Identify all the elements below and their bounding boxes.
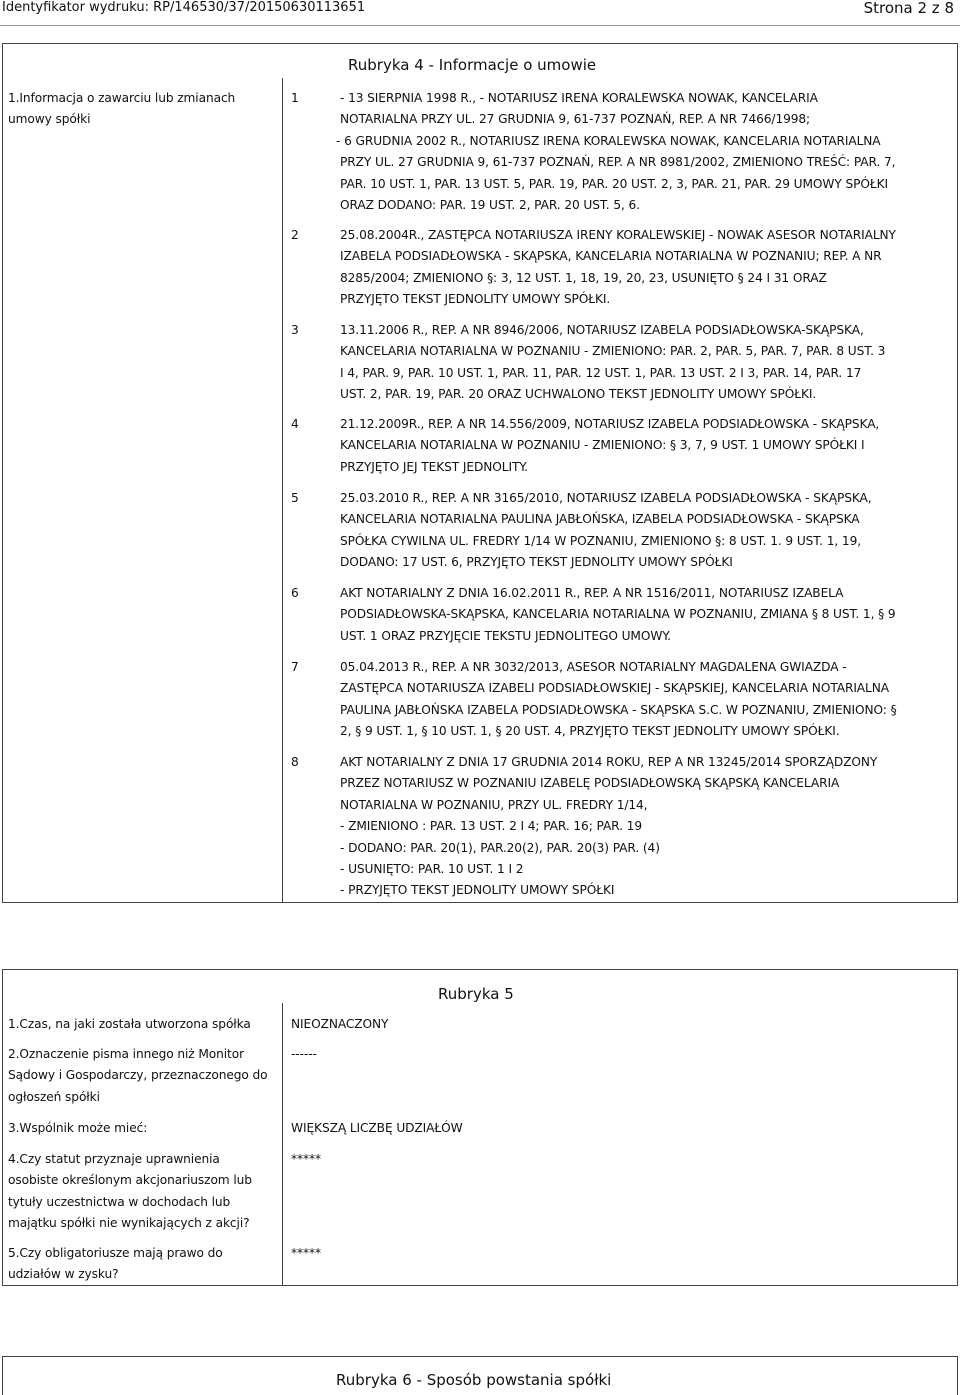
entry-line: UST. 1 ORAZ PRZYJĘCIE TEKSTU JEDNOLITEGO UMOWY. [340,628,671,643]
entry-line: KANCELARIA NOTARIALNA W POZNANIU - ZMIENIONO: PAR. 2, PAR. 5, PAR. 7, PAR. 8 UST. 3 [340,344,886,359]
entry-text [340,414,879,478]
section-title: Rubryka 5 [438,985,514,1003]
entry-line: KANCELARIA NOTARIALNA PAULINA JABŁOŃSKA, IZABELA PODSIADŁOWSKA - SKĄPSKA [340,512,860,527]
field-label-line: tytuły uczestnictwa w dochodach lub [8,1194,231,1209]
header-divider [0,25,960,26]
field-label-line: 3.Wspólnik może mieć: [8,1121,148,1135]
field-label-line: osobiste określonym akcjonariuszom lub [8,1173,252,1188]
field-label-line: 1.Czas, na jaki została utworzona spółka [8,1017,251,1031]
entry-line: PRZYJĘTO JEJ TEKST JEDNOLITY. [340,459,528,474]
row-label-line: umowy spółki [8,112,91,127]
section-title: Rubryka 4 - Informacje o umowie [348,56,597,74]
entry-number: 2 [291,228,299,242]
entry-line: - DODANO: PAR. 20(1), PAR.20(2), PAR. 20(3) PAR. (4) [340,840,660,855]
entry-line: PRZYJĘTO TEKST JEDNOLITY UMOWY SPÓŁKI. [340,292,611,307]
field-label-line: ogłoszeń spółki [8,1089,100,1104]
field-label [8,1243,223,1286]
field-label-line: Sądowy i Gospodarczy, przeznaczonego do [8,1068,268,1083]
entry-line: NOTARIALNA W POZNANIU, PRZY UL. FREDRY 1/14, [340,797,648,812]
field-label [8,1118,147,1139]
entry-line: PRZEZ NOTARIUSZ W POZNANIU IZABELĘ PODSIADŁOWSKĄ SKĄPSKĄ KANCELARIA [340,776,840,791]
entry-text [340,657,897,743]
entry-number: 8 [291,755,299,769]
page-number: Strona 2 z 8 [863,0,954,17]
field-label [8,1149,252,1235]
entry-line: PRZY UL. 27 GRUDNIA 9, 61-737 POZNAŃ, REP. A NR 8981/2002, ZMIENIONO TREŚĆ: PAR. 7, [340,155,896,170]
page-header [0,0,960,22]
entry-number: 1 [291,91,299,105]
field-label [8,1044,268,1108]
column-divider [282,1003,283,1286]
entry-text [340,320,885,406]
entry-number: 7 [291,660,299,674]
entry-text [340,752,877,902]
entry-line: - PRZYJĘTO TEKST JEDNOLITY UMOWY SPÓŁKI [340,883,615,898]
field-value: WIĘKSZĄ LICZBĘ UDZIAŁÓW [291,1121,463,1135]
entry-line: - ZMIENIONO : PAR. 13 UST. 2 I 4; PAR. 16; PAR. 19 [340,819,642,834]
entry-line: SPÓŁKA CYWILNA UL. FREDRY 1/14 W POZNANIU, ZMIENIONO §: 8 UST. 1. 9 UST. 1, 19, [340,533,862,548]
entry-number: 6 [291,586,299,600]
section-title: Rubryka 6 - Sposób powstania spółki [336,1371,612,1389]
entry-line: IZABELA PODSIADŁOWSKA - SKĄPSKA, KANCELARIA NOTARIALNA W POZNANIU; REP. A NR [340,249,882,264]
field-label-line: udziałów w zysku? [8,1267,119,1282]
entry-line: 8285/2004; ZMIENIONO §: 3, 12 UST. 1, 18, 19, 20, 23, USUNIĘTO § 24 I 31 ORAZ [340,270,827,285]
entry-line: 05.04.2013 R., REP. A NR 3032/2013, ASESOR NOTARIALNY MAGDALENA GWIAZDA - [340,660,847,674]
row-label-line: 1.Informacja o zawarciu lub zmianach [8,91,236,105]
entry-line: AKT NOTARIALNY Z DNIA 16.02.2011 R., REP. A NR 1516/2011, NOTARIUSZ IZABELA [340,586,844,600]
entry-line: KANCELARIA NOTARIALNA W POZNANIU - ZMIENIONO: § 3, 7, 9 UST. 1 UMOWY SPÓŁKI I [340,438,865,453]
field-value: NIEOZNACZONY [291,1017,389,1031]
field-label-line: majątku spółki nie wynikających z akcji? [8,1216,250,1231]
column-divider [282,78,283,903]
entry-number: 4 [291,417,299,431]
entry-line: 2, § 9 UST. 1, § 10 UST. 1, § 20 UST. 4, PRZYJĘTO TEKST JEDNOLITY UMOWY SPÓŁKI. [340,724,840,739]
entry-line: DODANO: 17 UST. 6, PRZYJĘTO TEKST JEDNOLITY UMOWY SPÓŁKI [340,555,733,570]
field-value: ***** [291,1152,321,1166]
entry-text [340,225,896,311]
entry-line: - 6 GRUDNIA 2002 R., NOTARIUSZ IRENA KORALEWSKA NOWAK, KANCELARIA NOTARIALNA [336,133,881,148]
entry-line: - USUNIĘTO: PAR. 10 UST. 1 I 2 [340,862,524,877]
field-label-line: 2.Oznaczenie pisma innego niż Monitor [8,1047,244,1061]
entry-line: - 13 SIERPNIA 1998 R., - NOTARIUSZ IRENA KORALEWSKA NOWAK, KANCELARIA [340,91,818,105]
field-value: ***** [291,1246,321,1260]
entry-line: I 4, PAR. 9, PAR. 10 UST. 1, PAR. 11, PAR. 12 UST. 1, PAR. 13 UST. 2 I 3, PAR. 14, PAR. 17 [340,365,862,380]
entry-number: 3 [291,323,299,337]
entry-line: PODSIADŁOWSKA-SKĄPSKA, KANCELARIA NOTARIALNA W POZNANIU, ZMIANA § 8 UST. 1, § 9 [340,607,896,622]
entry-text [336,88,896,216]
entry-line: 25.08.2004R., ZASTĘPCA NOTARIUSZA IRENY KORALEWSKIEJ - NOWAK ASESOR NOTARIALNY [340,228,896,242]
entry-text [340,488,872,574]
entry-line: 13.11.2006 R., REP. A NR 8946/2006, NOTARIUSZ IZABELA PODSIADŁOWSKA-SKĄPSKA, [340,323,864,337]
print-identifier: Identyfikator wydruku: RP/146530/37/20150630113651 [2,0,366,15]
field-label-line: 5.Czy obligatoriusze mają prawo do [8,1246,223,1260]
entry-text [340,583,896,647]
entry-line: AKT NOTARIALNY Z DNIA 17 GRUDNIA 2014 ROKU, REP A NR 13245/2014 SPORZĄDZONY [340,755,878,769]
entry-line: ORAZ DODANO: PAR. 19 UST. 2, PAR. 20 UST. 5, 6. [340,198,640,213]
row-label [8,88,235,131]
entry-line: 21.12.2009R., REP. A NR 14.556/2009, NOTARIUSZ IZABELA PODSIADŁOWSKA - SKĄPSKA, [340,417,880,431]
entry-line: ZASTĘPCA NOTARIUSZA IZABELI PODSIADŁOWSKIEJ - SKĄPSKIEJ, KANCELARIA NOTARIALNA [340,681,889,696]
entry-line: PAR. 10 UST. 1, PAR. 13 UST. 5, PAR. 19, PAR. 20 UST. 2, 3, PAR. 21, PAR. 29 UMOWY SPÓŁKI [340,176,888,191]
entry-line: 25.03.2010 R., REP. A NR 3165/2010, NOTARIUSZ IZABELA PODSIADŁOWSKA - SKĄPSKA, [340,491,872,505]
entry-number: 5 [291,491,299,505]
field-value: ------ [291,1047,317,1061]
field-label-line: 4.Czy statut przyznaje uprawnienia [8,1152,220,1166]
entry-line: PAULINA JABŁOŃSKA IZABELA PODSIADŁOWSKA - SKĄPSKA S.C. W POZNANIU, ZMIENIONO: § [340,702,897,717]
entry-line: NOTARIALNA PRZY UL. 27 GRUDNIA 9, 61-737 POZNAŃ, REP. A NR 7466/1998; [340,112,811,127]
field-label [8,1014,251,1035]
entry-line: UST. 2, PAR. 19, PAR. 20 ORAZ UCHWALONO TEKST JEDNOLITY UMOWY SPÓŁKI. [340,387,817,402]
